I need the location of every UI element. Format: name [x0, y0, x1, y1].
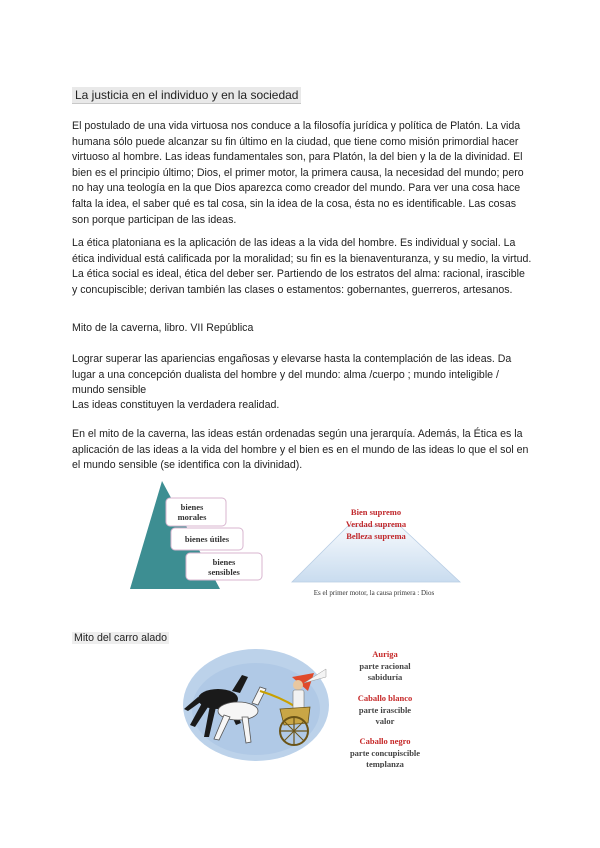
- legend-valor: valor: [375, 716, 395, 726]
- pyramid-label-sensibles-1: bienes: [212, 557, 236, 567]
- legend-parte-irascible: parte irascible: [358, 705, 412, 715]
- pyramid-label-sensibles-2: sensibles: [208, 567, 240, 577]
- paragraph-apariencias: Lograr superar las apariencias engañosas y elevarse hasta la contemplación de las ideas. Da lugar a una concepción dualista del hombre y del mundo: alma /cuerpo ; mundo inteligible / mundo sensible: [72, 353, 512, 397]
- pyramid-label-morales-1: bienes: [180, 502, 204, 512]
- pyramid-label-verdad: Verdad suprema: [345, 519, 407, 529]
- pyramid-label-utiles: bienes útiles: [184, 534, 230, 544]
- pyramid-label-bien: Bien supremo: [350, 507, 402, 517]
- legend-parte-concupiscible: parte concupiscible: [349, 748, 421, 758]
- page-title: La justicia en el individuo y en la sociedad: [72, 87, 301, 104]
- paragraph-ideas-realidad: Las ideas constituyen la verdadera realidad.: [72, 399, 280, 411]
- legend-parte-racional: parte racional: [359, 661, 411, 671]
- legend-auriga: Auriga: [372, 649, 398, 659]
- pyramid-label-belleza: Belleza suprema: [346, 531, 406, 541]
- legend-caballo-negro: Caballo negro: [359, 736, 411, 746]
- pyramid-supremo-figure: [288, 500, 468, 600]
- paragraph-jerarquia: En el mito de la caverna, las ideas están ordenadas según una jerarquía. Además, la Ética es la aplicación de las ideas a la vida del hombre y el bien es en el mundo de las ideas lo que el sol en el mundo sensible (se identifica con la divinidad).: [72, 428, 529, 472]
- pyramid-bienes-figure: [128, 476, 268, 594]
- heading-carro-alado: Mito del carro alado: [74, 632, 168, 644]
- legend-templanza: templanza: [366, 759, 404, 768]
- paragraph-etica: La ética platoniana es la aplicación de las ideas a la vida del hombre. Es individual y social. La ética individual está calificada por la moralidad; su fin es la bienaventuranza, y su medio, la virtud. La ética social es ideal, ética del deber ser. Partiendo de los estratos del alma: racional, irascible y concupiscible; derivan también las clases o estamentos: gobernantes, guerreros, artesanos.: [72, 237, 532, 296]
- legend-caballo-blanco: Caballo blanco: [357, 693, 413, 703]
- chariot-figure: [180, 647, 332, 763]
- legend-sabiduria: sabiduría: [367, 672, 403, 682]
- pyramid-caption: Es el primer motor, la causa primera : Dios: [313, 589, 435, 597]
- paragraph-postulado: El postulado de una vida virtuosa nos conduce a la filosofía jurídica y política de Platón. La vida humana sólo puede alcanzar su fin último en la ciudad, que tiene como misión primordial hacer virtuoso al hombre. Las ideas fundamentales son, para Platón, la del bien y la de la divinidad. El bien es el principio último; Dios, el primer motor, la primera causa, la necesidad del mundo; pero no hay una teología en la que Dios aparezca como creador del mundo. Para ver una cosa hace falta la idea, el saber qué es tal cosa, sin la idea de la cosa, ésta no es identificable. Las cosas son porque participan de las ideas.: [72, 120, 524, 226]
- heading-mito-caverna: Mito de la caverna, libro. VII República: [72, 322, 254, 334]
- pyramid-label-morales-2: morales: [177, 512, 207, 522]
- chariot-legend: [330, 646, 440, 768]
